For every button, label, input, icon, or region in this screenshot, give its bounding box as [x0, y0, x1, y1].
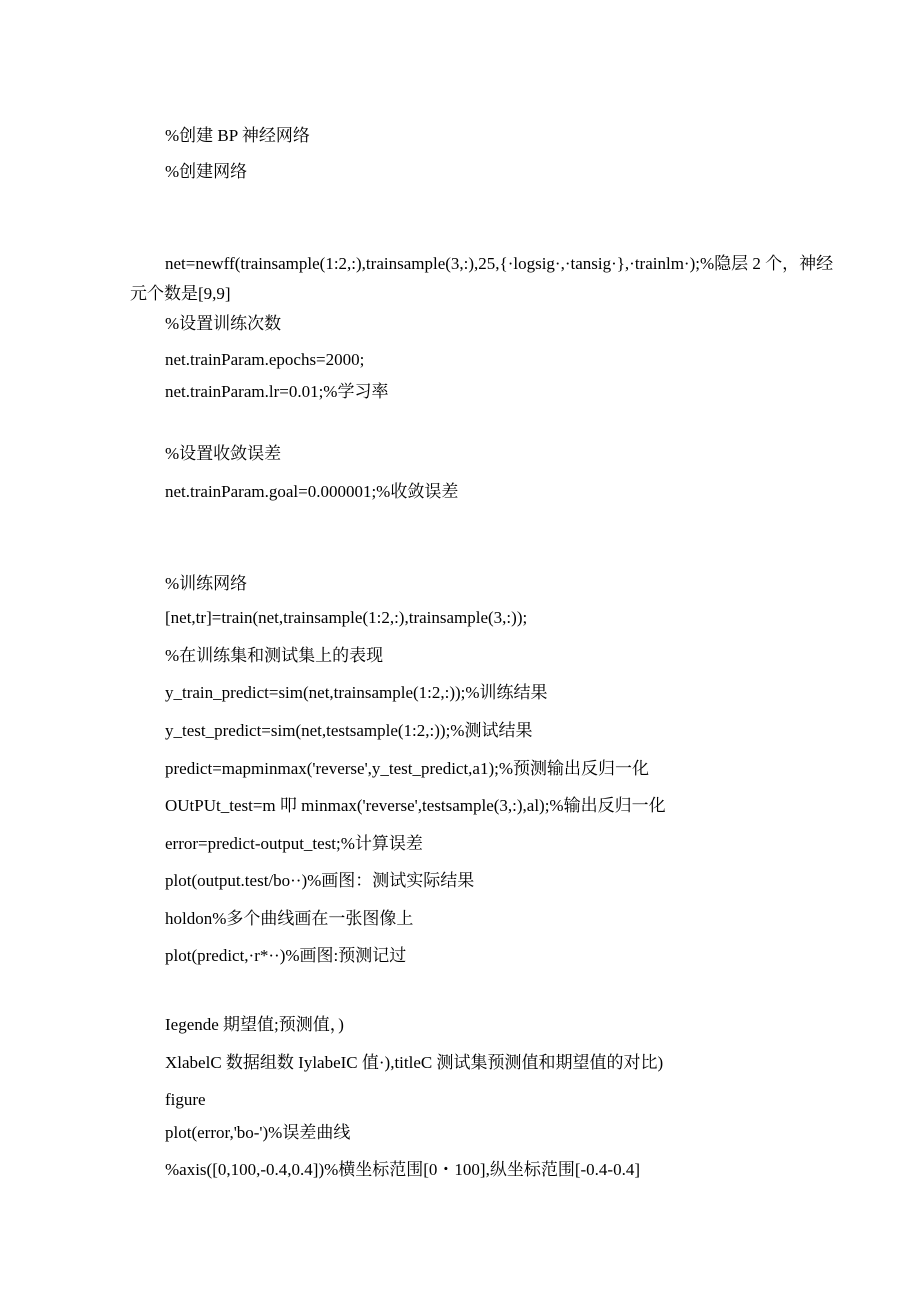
code-predict-reverse: predict=mapminmax('reverse',y_test_predict,a1);%预测输出反归一化: [165, 759, 650, 778]
comment-axis: %axis([0,100,-0.4,0.4])%横坐标范围[0・100],纵坐标范围[-0.4-0.4]: [165, 1160, 640, 1179]
code-plot-output: plot(output.test/bo··)%画图：测试实际结果: [165, 871, 475, 890]
code-hold-on: holdon%多个曲线画在一张图像上: [165, 909, 414, 928]
comment-create-network: %创建网络: [165, 162, 248, 181]
code-error: error=predict-output_test;%计算误差: [165, 834, 423, 853]
code-goal: net.trainParam.goal=0.000001;%收敛误差: [165, 482, 459, 501]
comment-create-bp-network: %创建 BP 神经网络: [165, 126, 310, 145]
code-legend: Iegende 期望值;预测值，): [165, 1015, 344, 1034]
code-figure: figure: [165, 1090, 206, 1109]
code-newff-continued: 元个数是[9,9]: [130, 284, 231, 303]
code-output-reverse: OUtPUt_test=m 叩 minmax('reverse',testsample(3,:),al);%输出反归一化: [165, 796, 666, 815]
code-test-predict: y_test_predict=sim(net,testsample(1:2,:));%测试结果: [165, 721, 533, 740]
code-labels-title: XlabelC 数据组数 IylabeIC 值·),titleC 测试集预测值和期望值的对比): [165, 1053, 664, 1072]
comment-train-network: %训练网络: [165, 574, 248, 593]
code-plot-error: plot(error,'bo-')%误差曲线: [165, 1123, 351, 1142]
comment-set-goal: %设置收敛误差: [165, 444, 282, 463]
code-learning-rate: net.trainParam.lr=0.01;%学习率: [165, 382, 389, 401]
comment-set-epochs: %设置训练次数: [165, 314, 282, 333]
code-newff: net=newff(trainsample(1:2,:),trainsample(3,:),25,{·logsig·,·tansig·},·trainlm·);%隐层 2 个，神经: [165, 254, 834, 273]
code-train-predict: y_train_predict=sim(net,trainsample(1:2,:));%训练结果: [165, 683, 548, 702]
code-train: [net,tr]=train(net,trainsample(1:2,:),trainsample(3,:));: [165, 608, 528, 627]
code-epochs: net.trainParam.epochs=2000;: [165, 350, 365, 369]
code-plot-predict: plot(predict,·r*··)%画图:预测记过: [165, 946, 407, 965]
comment-performance: %在训练集和测试集上的表现: [165, 646, 384, 665]
